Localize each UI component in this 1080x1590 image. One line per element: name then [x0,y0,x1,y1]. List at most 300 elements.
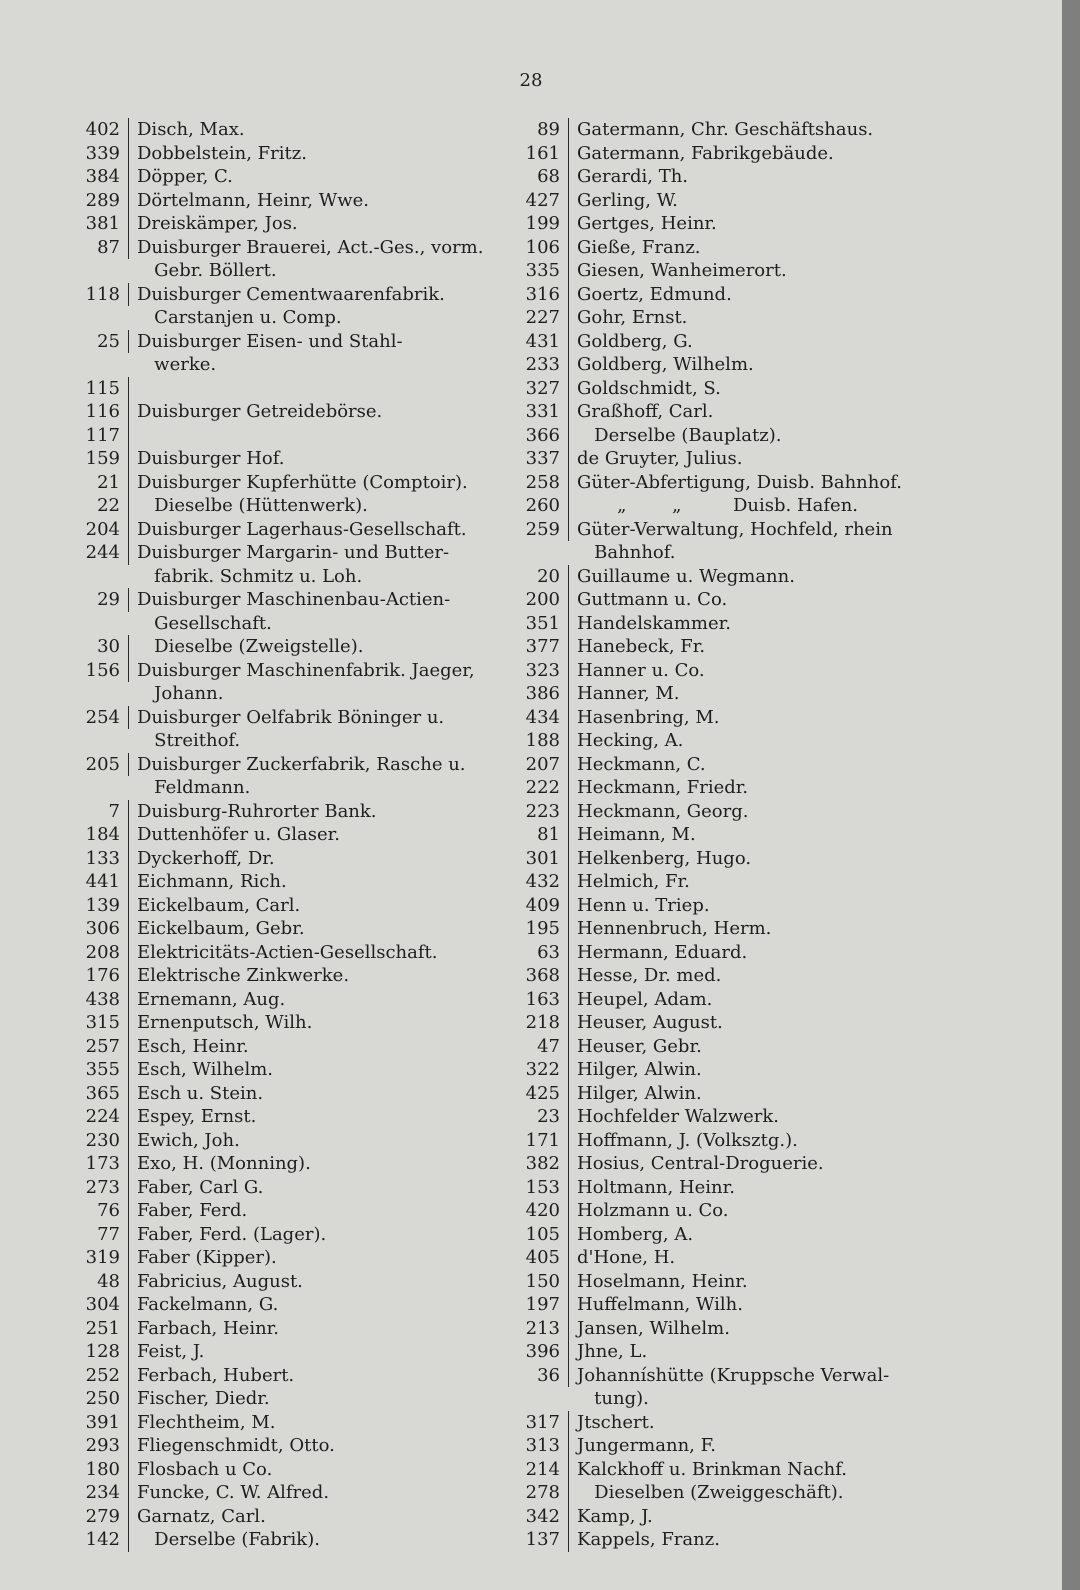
entry-name: Heupel, Adam. [577,988,713,1010]
entry-name: Gieße, Franz. [577,236,701,258]
entry-name: Fabricius, August. [137,1270,303,1292]
directory-entry [78,1528,507,1552]
directory-entry [78,118,507,142]
directory-entry [78,1458,507,1482]
entry-name: Garnatz, Carl. [137,1505,266,1527]
entry-number: 438 [78,988,129,1012]
entry-name: Derselbe (Fabrik). [137,1529,320,1550]
entry-number: 214 [518,1458,569,1482]
directory-entry [518,1176,949,1200]
directory-entry [518,917,949,941]
entry-name: Guillaume u. Wegmann. [577,565,795,587]
entry-number: 171 [518,1129,569,1153]
entry-name: Goldberg, G. [577,330,693,352]
entry-name: Duisburger Maschinenfabrik. Jaeger, Johann. [137,659,475,704]
entry-name: Hermann, Eduard. [577,941,748,963]
entry-name: Fliegenschmidt, Otto. [137,1435,335,1456]
entry-name: Hilger, Alwin. [577,1059,702,1080]
entry-number: 115 [78,377,129,401]
entry-name: Duisburger Lagerhaus-Gesellschaft. [137,518,467,540]
entry-name: de Gruyter, Julius. [577,448,743,469]
entry-number: 153 [518,1176,569,1200]
entry-number: 337 [518,447,569,471]
directory-entry [518,259,949,283]
entry-number: 81 [518,823,569,847]
entry-number: 139 [78,894,129,918]
entry-number: 279 [78,1505,129,1529]
entry-number: 427 [518,189,569,213]
directory-entry [78,1434,507,1458]
directory-entry [78,706,507,753]
directory-entry [78,1035,507,1059]
directory-entry [78,588,507,635]
directory-entry [78,1293,507,1317]
entry-number: 306 [78,917,129,941]
entry-number: 402 [78,118,129,142]
directory-entry [78,1246,507,1270]
entry-number: 322 [518,1058,569,1082]
entry-name: Gohr, Ernst. [577,307,688,328]
entry-number: 313 [518,1434,569,1458]
entry-number: 184 [78,823,129,847]
entry-name: Dieselben (Zweiggeschäft). [577,1482,844,1503]
directory-entry [78,1199,507,1223]
entry-name: Fackelmann, G. [137,1294,279,1315]
directory-entry [78,1129,507,1153]
directory-entry [518,471,949,495]
entry-number: 293 [78,1434,129,1458]
entry-number: 218 [518,1011,569,1035]
directory-entry [518,518,949,565]
entry-number: 204 [78,518,129,542]
entry-number: 431 [518,330,569,354]
entry-number: 68 [518,165,569,189]
entry-name: Goldschmidt, S. [577,377,721,399]
directory-entry [78,1223,507,1247]
right-column [518,118,949,1552]
directory-entry [518,142,949,166]
directory-entry [78,1082,507,1106]
entry-number: 128 [78,1340,129,1364]
entry-name: Espey, Ernst. [137,1106,257,1127]
directory-entry [518,1434,949,1458]
entry-name: Ewich, Joh. [137,1129,240,1151]
entry-name: Kappels, Franz. [577,1529,720,1550]
directory-entry [518,612,949,636]
entry-name: Döpper, C. [137,166,233,187]
entry-number: 409 [518,894,569,918]
entry-number: 351 [518,612,569,636]
entry-name: Duttenhöfer u. Glaser. [137,824,340,845]
entry-number: 234 [78,1481,129,1505]
directory-entry [518,1528,949,1552]
entry-number: 342 [518,1505,569,1529]
entry-number: 176 [78,964,129,988]
entry-number: 366 [518,424,569,448]
entry-name: Gatermann, Chr. Geschäftshaus. [577,119,874,140]
entry-number: 254 [78,706,129,730]
entry-number: 227 [518,306,569,330]
directory-entry [78,917,507,941]
directory-entry [518,870,949,894]
directory-entry [518,424,949,448]
entry-number: 230 [78,1129,129,1153]
entry-name: Flechtheim, M. [137,1411,276,1433]
directory-entry [518,1458,949,1482]
entry-name: Homberg, A. [577,1223,694,1245]
directory-entry [78,659,507,706]
directory-entry [78,447,507,471]
entry-number: 76 [78,1199,129,1223]
entry-name: Disch, Max. [137,119,245,140]
entry-number: 257 [78,1035,129,1059]
entry-number: 25 [78,330,129,354]
directory-entry [78,1317,507,1341]
directory-entry [78,283,507,330]
entry-name: Faber (Kipper). [137,1247,277,1268]
directory-entry [518,800,949,824]
entry-number: 77 [78,1223,129,1247]
entry-name: Ernenputsch, Wilh. [137,1012,313,1033]
entry-name: Hanner, M. [577,683,680,704]
entry-number: 22 [78,494,129,518]
entry-name: Henn u. Triep. [577,894,710,916]
entry-name: Giesen, Wanheimerort. [577,260,787,281]
entry-name: Farbach, Heinr. [137,1317,280,1339]
entry-number: 161 [518,142,569,166]
entry-number: 207 [518,753,569,777]
directory-entry [78,189,507,213]
directory-entry [78,1176,507,1200]
entry-name: Heckmann, Georg. [577,800,749,822]
entry-number: 223 [518,800,569,824]
entry-number: 7 [78,800,129,824]
directory-entry [78,494,507,518]
entry-number: 213 [518,1317,569,1341]
entry-name: Duisburger Cementwaarenfabrik. Carstanjen u. Comp. [137,283,445,328]
entry-name: Eickelbaum, Gebr. [137,918,305,939]
entry-number: 420 [518,1199,569,1223]
entry-number: 339 [78,142,129,166]
directory-entry [518,1364,949,1411]
directory-entry [518,776,949,800]
entry-number: 195 [518,917,569,941]
entry-name: Ernemann, Aug. [137,988,286,1010]
entry-name: Elektricitäts-Actien-Gesellschaft. [137,941,438,963]
directory-entry [78,142,507,166]
directory-entry [518,1058,949,1082]
left-column [78,118,507,1552]
directory-entry [518,1505,949,1529]
entry-name: Hanner u. Co. [577,659,705,681]
entry-number: 117 [78,424,129,448]
entry-name: Esch u. Stein. [137,1082,264,1104]
entry-number: 382 [518,1152,569,1176]
entry-name: Gerling, W. [577,189,678,211]
directory-entry [518,941,949,965]
directory-entry [518,236,949,260]
entry-number: 180 [78,1458,129,1482]
entry-number: 87 [78,236,129,260]
entry-number: 251 [78,1317,129,1341]
entry-number: 368 [518,964,569,988]
entry-number: 258 [518,471,569,495]
entry-name: Heimann, M. [577,824,696,845]
directory-entry [518,1152,949,1176]
directory-entry [78,330,507,377]
entry-name: Güter-Abfertigung, Duisb. Bahnhof. [577,471,902,493]
entry-number: 30 [78,635,129,659]
entry-name: Goertz, Edmund. [577,283,732,305]
directory-entry [518,1129,949,1153]
directory-entry [78,941,507,965]
directory-entry [78,847,507,871]
entry-name: Derselbe (Bauplatz). [577,424,782,446]
entry-name: Jansen, Wilhelm. [577,1317,730,1339]
entry-name: Guttmann u. Co. [577,589,728,610]
directory-entry [518,753,949,777]
entry-number: 259 [518,518,569,542]
entry-name: Dörtelmann, Heinr, Wwe. [137,189,369,211]
entry-name: Dobbelstein, Fritz. [137,142,307,164]
directory-entry [518,565,949,589]
entry-name: Holtmann, Heinr. [577,1176,736,1198]
directory-entry [518,1293,949,1317]
entry-number: 224 [78,1105,129,1129]
entry-number: 355 [78,1058,129,1082]
directory-entry [518,306,949,330]
entry-number: 21 [78,471,129,495]
entry-name: Dreiskämper, Jos. [137,213,298,234]
directory-entry [78,518,507,542]
directory-entry [518,1270,949,1294]
entry-name: Handelskammer. [577,612,731,634]
entry-name: Heuser, Gebr. [577,1035,702,1057]
entry-number: 137 [518,1528,569,1552]
directory-entry [78,964,507,988]
entry-number: 432 [518,870,569,894]
directory-entry [78,165,507,189]
entry-name: Funcke, C. W. Alfred. [137,1482,330,1503]
entry-number: 105 [518,1223,569,1247]
entry-name: Jtschert. [577,1411,655,1433]
directory-entry [78,1340,507,1364]
entry-name: Exo, H. (Monning). [137,1153,311,1174]
directory-entry [78,471,507,495]
entry-number: 331 [518,400,569,424]
entry-name: Duisburg-Ruhrorter Bank. [137,800,377,822]
entry-name: Elektrische Zinkwerke. [137,965,350,986]
entry-name: Duisburger Kupferhütte (Comptoir). [137,471,468,493]
directory-entry [518,283,949,307]
entry-name: Hoselmann, Heinr. [577,1270,748,1292]
directory-entry [518,1223,949,1247]
entry-name: Güter-Verwaltung, Hochfeld, rhein Bahnhof. [577,518,893,563]
entry-name: Johanníshütte (Kruppsche Verwal- tung). [577,1364,890,1409]
entry-name: Eichmann, Rich. [137,871,287,892]
directory-entry [518,894,949,918]
entry-name: Duisburger Getreidebörse. [137,401,383,422]
directory-entry [78,1270,507,1294]
entry-name: Feist, J. [137,1341,205,1362]
entry-number: 133 [78,847,129,871]
entry-number: 434 [518,706,569,730]
entry-number: 244 [78,541,129,565]
entry-number: 327 [518,377,569,401]
entry-number: 425 [518,1082,569,1106]
entry-number: 47 [518,1035,569,1059]
entry-number: 89 [518,118,569,142]
entry-name: Huffelmann, Wilh. [577,1294,743,1315]
directory-entry [78,1152,507,1176]
entry-name: Hennenbruch, Herm. [577,918,772,939]
directory-entry [78,424,507,448]
entry-number: 260 [518,494,569,518]
entry-number: 441 [78,870,129,894]
entry-number: 197 [518,1293,569,1317]
directory-entry [518,964,949,988]
entry-name: Duisburger Brauerei, Act.-Ges., vorm. Gebr. Böllert. [137,236,484,281]
entry-name: Kalckhoff u. Brinkman Nachf. [577,1458,847,1480]
entry-number: 23 [518,1105,569,1129]
entry-name: Duisburger Margarin- und Butter- fabrik. Schmitz u. Loh. [137,542,450,587]
entry-name: Hilger, Alwin. [577,1082,702,1104]
entry-number: 159 [78,447,129,471]
directory-entry [518,1317,949,1341]
directory-entry [78,635,507,659]
entry-number: 208 [78,941,129,965]
entry-name: Hanebeck, Fr. [577,636,706,657]
entry-name: Helmich, Fr. [577,871,690,892]
entry-name: Duisburger Hof. [137,448,285,469]
entry-name: Goldberg, Wilhelm. [577,354,754,375]
entry-name: Dyckerhoff, Dr. [137,847,275,869]
entry-number: 384 [78,165,129,189]
entry-number: 316 [518,283,569,307]
entry-number: 381 [78,212,129,236]
entry-number: 36 [518,1364,569,1388]
entry-name: Helkenberg, Hugo. [577,847,752,869]
directory-entry [518,377,949,401]
directory-entry [78,1105,507,1129]
directory-entry [518,659,949,683]
directory-entry [518,1082,949,1106]
entry-name: Flosbach u Co. [137,1458,273,1480]
entry-name: Dieselbe (Zweigstelle). [137,636,364,657]
entry-name: Eickelbaum, Carl. [137,894,301,916]
entry-number: 386 [518,682,569,706]
entry-number: 156 [78,659,129,683]
directory-entry [518,1035,949,1059]
entry-name: Duisburger Zuckerfabrik, Rasche u. Feldmann. [137,753,466,798]
directory-entry [78,400,507,424]
entry-name: Heckmann, C. [577,753,706,775]
entry-name: Duisburger Oelfabrik Böninger u. Streithof. [137,706,445,751]
entry-number: 377 [518,635,569,659]
entry-number: 116 [78,400,129,424]
entry-name: Hecking, A. [577,730,684,751]
directory-entry [518,1411,949,1435]
entry-number: 142 [78,1528,129,1552]
directory-entry [518,1105,949,1129]
entry-number: 63 [518,941,569,965]
entry-name: Faber, Carl G. [137,1176,264,1198]
entry-number: 301 [518,847,569,871]
directory-entry [78,1387,507,1411]
entry-name: Heckmann, Friedr. [577,777,749,798]
directory-entry [518,212,949,236]
entry-name: Jhne, L. [577,1341,648,1362]
directory-entry [78,753,507,800]
directory-entry [518,1246,949,1270]
entry-number: 391 [78,1411,129,1435]
entry-name: Faber, Ferd. [137,1200,248,1221]
directory-entry [518,1340,949,1364]
directory-entry [518,706,949,730]
entry-name: Dieselbe (Hüttenwerk). [137,495,368,516]
entry-number: 222 [518,776,569,800]
entry-number: 150 [518,1270,569,1294]
entry-number: 199 [518,212,569,236]
directory-entry [518,165,949,189]
directory-entry [78,870,507,894]
directory-entry [518,588,949,612]
entry-name: Hesse, Dr. med. [577,965,722,986]
entry-name: Duisburger Eisen- und Stahl- werke. [137,330,403,375]
entry-name: Esch, Heinr. [137,1035,249,1057]
entry-name: Heuser, August. [577,1012,723,1033]
entry-number: 304 [78,1293,129,1317]
entry-number: 278 [518,1481,569,1505]
entry-name: „ „ Duisb. Hafen. [577,495,859,516]
entry-number: 29 [78,588,129,612]
entry-number: 250 [78,1387,129,1411]
directory-entry [78,1011,507,1035]
directory-entry [78,800,507,824]
directory-entry [78,823,507,847]
entry-number: 200 [518,588,569,612]
entry-name: Graßhoff, Carl. [577,401,714,422]
entry-name: Duisburger Maschinenbau-Actien- Gesellschaft. [137,589,451,634]
directory-entry [78,212,507,236]
entry-number: 317 [518,1411,569,1435]
entry-number: 205 [78,753,129,777]
entry-number: 233 [518,353,569,377]
entry-number: 405 [518,1246,569,1270]
directory-entry [518,635,949,659]
entry-name: Gertges, Heinr. [577,213,717,234]
directory-entry [518,189,949,213]
entry-number: 188 [518,729,569,753]
entry-name: Kamp, J. [577,1505,653,1527]
directory-entry [518,988,949,1012]
entry-name: Gerardi, Th. [577,166,689,187]
directory-entry [518,729,949,753]
entry-name: Esch, Wilhelm. [137,1059,273,1080]
entry-name: Hochfelder Walzwerk. [577,1106,779,1127]
entry-name: Hosius, Central-Droguerie. [577,1153,824,1174]
entry-number: 365 [78,1082,129,1106]
entry-number: 396 [518,1340,569,1364]
directory-entry [78,236,507,283]
entry-name: Hoffmann, J. (Volksztg.). [577,1129,798,1151]
directory-entry [518,1199,949,1223]
entry-number: 173 [78,1152,129,1176]
entry-number: 289 [78,189,129,213]
entry-number: 335 [518,259,569,283]
page-edge [1062,0,1080,1590]
directory-entry [518,353,949,377]
